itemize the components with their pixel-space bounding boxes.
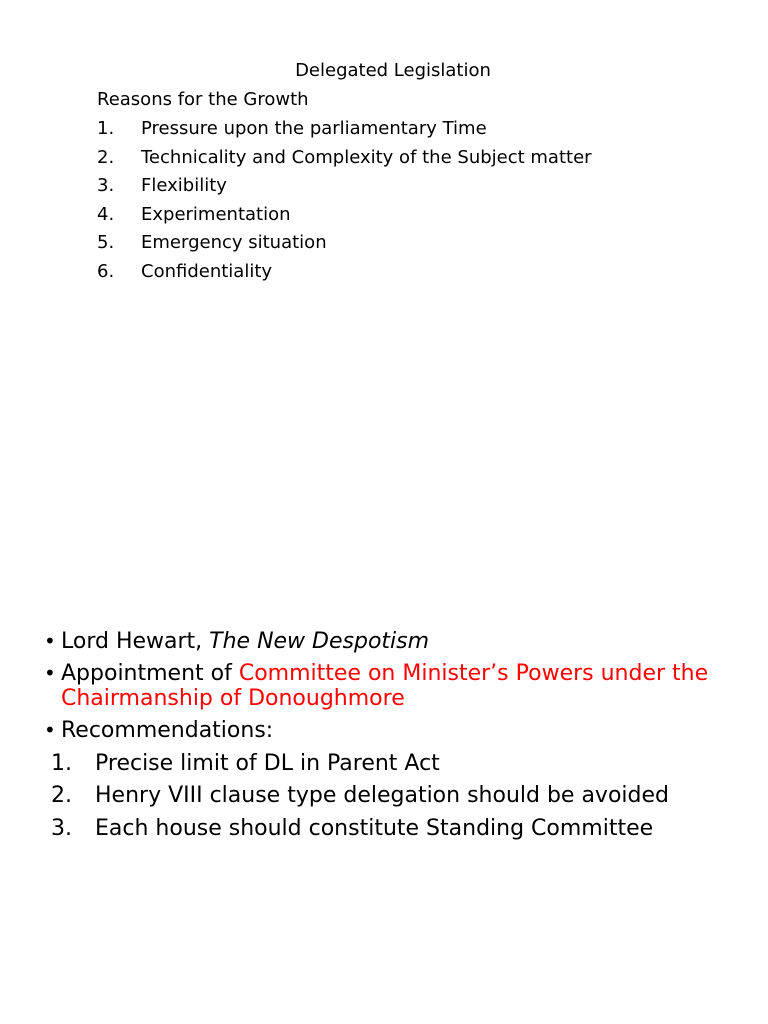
reasons-heading: Reasons for the Growth — [97, 89, 309, 110]
list-item-text: Emergency situation — [141, 232, 327, 254]
list-item-text: Each house should constitute Standing Committee — [95, 815, 654, 841]
bullet-list — [44, 629, 736, 743]
list-item-text: Technicality and Complexity of the Subject matter — [141, 146, 592, 168]
bullet-marker: • — [44, 661, 56, 685]
list-item-number: 4. — [97, 203, 115, 225]
list-item-number: 2. — [97, 146, 115, 168]
list-item-number: 1. — [97, 118, 115, 139]
hewart-prefix: Lord Hewart, — [61, 629, 210, 654]
bullet-item-recommendations — [44, 718, 736, 743]
list-item-number: 3. — [97, 175, 115, 197]
committee-highlight: Committee on Minister’s Powers under the Chairmanship of Donoughmore — [61, 661, 709, 711]
bullet-item-hewart — [44, 629, 736, 654]
list-item-number: 6. — [97, 260, 115, 282]
list-item-number: 5. — [97, 232, 115, 254]
list-item-text: Flexibility — [141, 175, 227, 197]
list-item-number: 1. — [51, 751, 72, 776]
appointment-prefix: Appointment of — [61, 661, 239, 686]
page-title: Delegated Legislation — [295, 60, 491, 81]
list-item-text: Confidentiality — [141, 260, 273, 282]
hewart-book-title: The New Despotism — [209, 629, 430, 654]
recommendations-label: Recommendations: — [61, 718, 274, 743]
list-item-text: Henry VIII clause type delegation should be avoided — [95, 783, 669, 809]
bullet-marker: • — [44, 629, 56, 653]
bullet-marker: • — [44, 718, 56, 742]
list-item-text: Pressure upon the parliamentary Time — [141, 118, 487, 139]
list-item-text: Precise limit of DL in Parent Act — [95, 751, 440, 776]
list-item-text: Experimentation — [141, 203, 291, 225]
list-item-number: 3. — [51, 815, 72, 841]
list-item-number: 2. — [51, 783, 72, 809]
bullet-item-appointment — [44, 661, 736, 711]
